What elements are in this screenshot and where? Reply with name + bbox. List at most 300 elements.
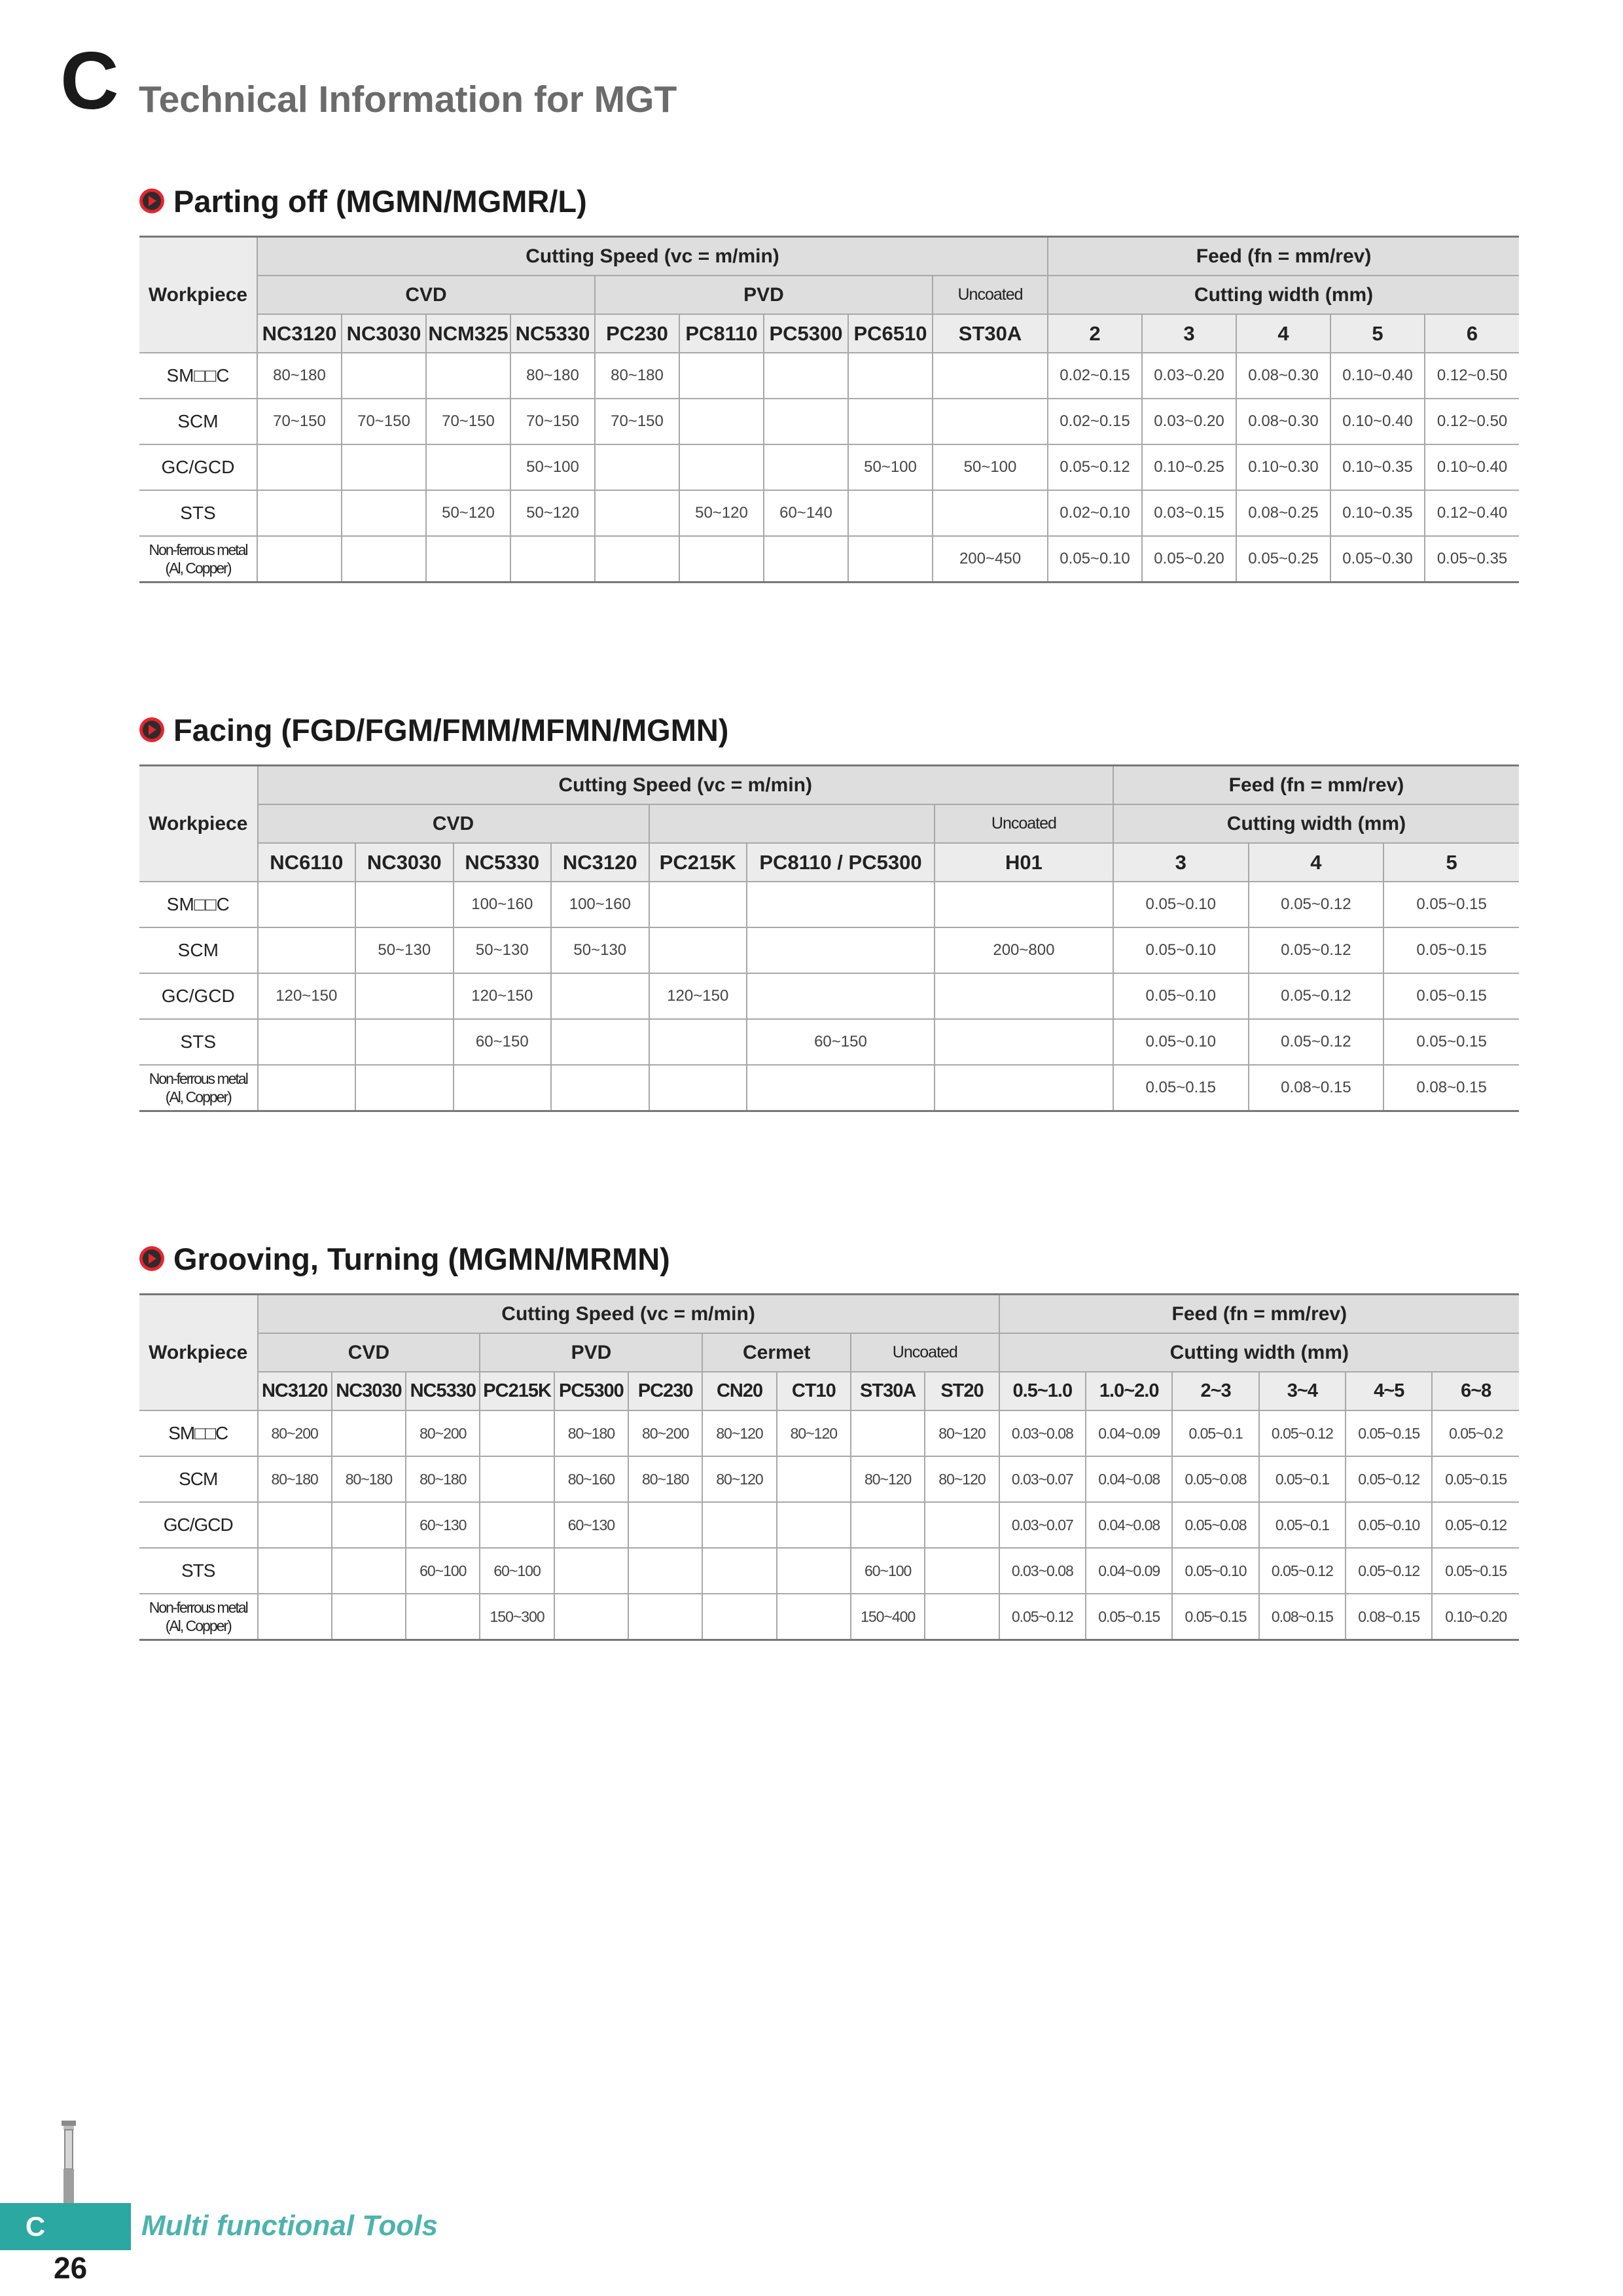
cutting-speed-cell [848,536,933,583]
cutting-speed-cell [595,444,679,490]
workpiece-cell: GC/GCD [139,1502,258,1548]
cutting-speed-cell [851,1502,925,1548]
feed-cell: 0.05~0.10 [1113,973,1249,1019]
grade-header: PC5300 [554,1372,628,1410]
cutting-speed-header: Cutting Speed (vc = m/min) [258,766,1113,805]
feed-cell: 0.05~0.08 [1172,1456,1258,1502]
feed-cell: 0.05~0.10 [1048,536,1142,583]
feed-cell: 0.05~0.20 [1142,536,1236,583]
cutting-speed-cell [628,1502,702,1548]
cutting-speed-cell [480,1410,554,1456]
cutting-speed-cell [342,444,426,490]
grade-header: CN20 [702,1372,776,1410]
cutting-speed-cell [595,490,679,536]
feed-cell: 0.12~0.50 [1425,353,1519,399]
feed-cell: 0.05~0.2 [1432,1410,1519,1456]
cutting-speed-cell: 50~100 [933,444,1048,490]
cutting-speed-cell: 60~100 [480,1548,554,1594]
footer-category-label: Multi functional Tools [141,2210,438,2242]
cutting-speed-cell: 60~100 [406,1548,480,1594]
table-row [139,1019,1519,1065]
cutting-speed-cell [258,1594,332,1640]
cutting-speed-cell [649,927,747,973]
cutting-speed-cell [332,1502,406,1548]
width-header: 3~4 [1259,1372,1346,1410]
feed-cell: 0.03~0.08 [999,1410,1086,1456]
feed-cell: 0.02~0.10 [1048,490,1142,536]
workpiece-cell: Non-ferrous metal (Al, Copper) [139,1594,258,1640]
cutting-speed-cell [848,353,933,399]
cutting-speed-cell [935,973,1113,1019]
cutting-speed-cell [355,882,453,927]
grade-header: NC5330 [406,1372,480,1410]
feed-cell: 0.05~0.12 [999,1594,1086,1640]
cutting-speed-cell [342,490,426,536]
feed-cell: 0.08~0.15 [1346,1594,1432,1640]
grooving-tool-icon [59,2119,80,2208]
feed-cell: 0.02~0.15 [1048,399,1142,444]
cutting-speed-cell [649,882,747,927]
cutting-speed-cell [702,1594,776,1640]
cutting-speed-cell [257,444,342,490]
workpiece-cell: SCM [139,1456,258,1502]
cutting-speed-cell: 80~180 [406,1456,480,1502]
feed-cell: 0.10~0.35 [1330,444,1425,490]
feed-header: Feed (fn = mm/rev) [1048,237,1519,276]
feed-cell: 0.12~0.40 [1425,490,1519,536]
feed-cell: 0.05~0.35 [1425,536,1519,583]
chapter-badge: C [0,2203,131,2250]
section-title-text: Parting off (MGMN/MGMR/L) [173,183,587,219]
cutting-speed-cell [510,536,595,583]
group-cvd: CVD [258,804,649,843]
cutting-speed-cell [342,353,426,399]
facing-table [139,764,1519,1112]
cutting-speed-cell [925,1548,999,1594]
grade-header: ST30A [851,1372,925,1410]
feed-cell: 0.05~0.10 [1113,882,1249,927]
table-row [139,490,1519,536]
feed-cell: 0.05~0.10 [1113,1019,1249,1065]
cutting-speed-cell [355,1019,453,1065]
cutting-speed-cell [777,1502,851,1548]
feed-cell: 0.05~0.25 [1236,536,1330,583]
cutting-speed-cell [747,882,935,927]
feed-header: Feed (fn = mm/rev) [1113,766,1519,805]
cutting-speed-cell [551,973,649,1019]
feed-cell: 0.05~0.12 [1259,1548,1346,1594]
table-row [139,1548,1519,1594]
section-title [139,708,1519,751]
table-row [139,882,1519,927]
grade-header: PC8110 [679,314,764,353]
cutting-speed-cell: 60~150 [747,1019,935,1065]
feed-cell: 0.08~0.30 [1236,399,1330,444]
section-facing [139,708,1519,1112]
section-title-text: Grooving, Turning (MGMN/MRMN) [173,1241,670,1276]
feed-cell: 0.10~0.30 [1236,444,1330,490]
cutting-speed-cell: 150~400 [851,1594,925,1640]
table-row [139,1456,1519,1502]
grade-header: NCM325 [426,314,510,353]
grade-header: NC6110 [258,843,355,882]
feed-cell: 0.08~0.15 [1249,1065,1384,1111]
feed-cell: 0.05~0.15 [1383,973,1519,1019]
cutting-speed-cell [426,536,510,583]
table-row [139,1502,1519,1548]
workpiece-cell: SM□□C [139,1410,258,1456]
cutting-speed-cell [406,1594,480,1640]
width-header: 2~3 [1172,1372,1258,1410]
cutting-speed-cell: 200~800 [935,927,1113,973]
cutting-speed-cell: 50~120 [426,490,510,536]
cutting-speed-cell [777,1456,851,1502]
cutting-speed-header: Cutting Speed (vc = m/min) [258,1295,999,1334]
grade-header: CT10 [777,1372,851,1410]
workpiece-header: Workpiece [139,237,257,353]
feed-cell: 0.02~0.15 [1048,353,1142,399]
workpiece-cell: STS [139,1019,258,1065]
cutting-speed-cell: 200~450 [933,536,1048,583]
grade-header: NC3120 [551,843,649,882]
feed-cell: 0.03~0.08 [999,1548,1086,1594]
cutting-speed-cell [933,490,1048,536]
cutting-speed-cell [480,1502,554,1548]
cutting-speed-cell [679,536,764,583]
section-grooving-turning [139,1237,1519,1641]
cutting-speed-cell [935,882,1113,927]
grade-header: PC215K [649,843,747,882]
cutting-speed-cell: 100~160 [454,882,551,927]
feed-cell: 0.04~0.08 [1086,1502,1172,1548]
cutting-speed-cell: 60~100 [851,1548,925,1594]
cutting-speed-cell [747,973,935,1019]
feed-cell: 0.05~0.15 [1346,1410,1432,1456]
feed-cell: 0.05~0.12 [1048,444,1142,490]
feed-cell: 0.12~0.50 [1425,399,1519,444]
cutting-speed-cell: 100~160 [551,882,649,927]
group-cvd: CVD [257,276,595,314]
cutting-speed-cell: 60~150 [454,1019,551,1065]
feed-cell: 0.05~0.15 [1432,1548,1519,1594]
feed-cell: 0.08~0.15 [1383,1065,1519,1111]
cutting-speed-cell: 80~180 [628,1456,702,1502]
cutting-speed-cell: 50~100 [510,444,595,490]
cutting-speed-cell [332,1410,406,1456]
width-header: 2 [1048,314,1142,353]
feed-cell: 0.05~0.08 [1172,1502,1258,1548]
cutting-speed-cell [426,353,510,399]
cutting-speed-cell: 120~150 [454,973,551,1019]
group-uncoated: Uncoated [935,804,1113,843]
bullet-arrow-icon [139,1246,164,1271]
cutting-speed-cell: 60~140 [764,490,848,536]
cutting-speed-cell: 50~120 [679,490,764,536]
cutting-speed-cell: 80~120 [702,1456,776,1502]
feed-cell: 0.05~0.12 [1249,973,1384,1019]
feed-cell: 0.10~0.25 [1142,444,1236,490]
feed-cell: 0.10~0.40 [1330,353,1425,399]
cutting-speed-cell [933,353,1048,399]
section-parting-off [139,179,1519,583]
cutting-speed-cell [764,444,848,490]
cutting-speed-cell: 70~150 [426,399,510,444]
bullet-arrow-icon [139,188,164,213]
cutting-speed-cell [764,353,848,399]
grade-header: PC230 [595,314,679,353]
table-row [139,353,1519,399]
feed-cell: 0.05~0.12 [1249,882,1384,927]
group-pvd: PVD [595,276,933,314]
cutting-speed-cell: 70~150 [510,399,595,444]
table-row [139,927,1519,973]
cutting-speed-cell: 70~150 [595,399,679,444]
cutting-speed-cell [679,399,764,444]
cutting-speed-cell [258,1502,332,1548]
table-row [139,973,1519,1019]
workpiece-cell: STS [139,1548,258,1594]
grade-header: PC6510 [848,314,933,353]
cutting-speed-cell [764,399,848,444]
feed-cell: 0.08~0.15 [1259,1594,1346,1640]
section-title [139,179,1519,223]
grade-header: PC230 [628,1372,702,1410]
width-header: 1.0~2.0 [1086,1372,1172,1410]
cutting-speed-cell: 80~120 [702,1410,776,1456]
cutting-speed-cell [628,1548,702,1594]
feed-cell: 0.08~0.30 [1236,353,1330,399]
feed-cell: 0.03~0.20 [1142,353,1236,399]
cutting-speed-cell [355,973,453,1019]
cutting-speed-cell [925,1502,999,1548]
grade-header: PC215K [480,1372,554,1410]
table-row [139,1410,1519,1456]
cutting-speed-header: Cutting Speed (vc = m/min) [257,237,1048,276]
cutting-speed-cell [935,1065,1113,1111]
table-row [139,444,1519,490]
feed-cell: 0.05~0.12 [1346,1456,1432,1502]
cutting-speed-cell: 50~120 [510,490,595,536]
feed-cell: 0.04~0.09 [1086,1548,1172,1594]
cutting-speed-cell: 80~180 [332,1456,406,1502]
cutting-speed-cell [679,444,764,490]
feed-cell: 0.10~0.40 [1330,399,1425,444]
cutting-speed-cell [257,490,342,536]
cutting-speed-cell [702,1548,776,1594]
width-header: 4 [1249,843,1384,882]
cutting-speed-cell [426,444,510,490]
grade-header: PC5300 [764,314,848,353]
cutting-speed-cell [649,1065,747,1111]
cutting-speed-cell: 80~120 [925,1410,999,1456]
feed-cell: 0.03~0.07 [999,1502,1086,1548]
group-uncoated: Uncoated [933,276,1048,314]
feed-cell: 0.10~0.40 [1425,444,1519,490]
cutting-width-header: Cutting width (mm) [1048,276,1519,314]
cutting-speed-cell: 80~180 [258,1456,332,1502]
cutting-speed-cell [480,1456,554,1502]
section-title [139,1237,1519,1280]
cutting-speed-cell [628,1594,702,1640]
cutting-speed-cell [777,1548,851,1594]
group-cvd: CVD [258,1333,480,1372]
cutting-speed-cell [848,399,933,444]
workpiece-cell: Non-ferrous metal (Al, Copper) [139,1065,258,1111]
group-cermet: Cermet [702,1333,851,1372]
width-header: 3 [1113,843,1249,882]
width-header: 6~8 [1432,1372,1519,1410]
workpiece-cell: SM□□C [139,353,257,399]
workpiece-cell: GC/GCD [139,973,258,1019]
cutting-speed-cell [848,490,933,536]
cutting-speed-cell [935,1019,1113,1065]
feed-header: Feed (fn = mm/rev) [999,1295,1519,1334]
workpiece-cell: SM□□C [139,882,258,927]
feed-cell: 0.05~0.15 [1383,1019,1519,1065]
cutting-speed-cell [679,353,764,399]
feed-cell: 0.05~0.10 [1346,1502,1432,1548]
cutting-speed-cell: 80~120 [851,1456,925,1502]
feed-cell: 0.05~0.12 [1346,1548,1432,1594]
feed-cell: 0.05~0.15 [1086,1594,1172,1640]
width-header: 4~5 [1346,1372,1432,1410]
cutting-speed-cell: 120~150 [649,973,747,1019]
feed-cell: 0.05~0.12 [1249,1019,1384,1065]
grade-header: ST30A [933,314,1048,353]
parting-off-table [139,236,1519,583]
cutting-speed-cell: 80~180 [510,353,595,399]
feed-cell: 0.05~0.10 [1172,1548,1258,1594]
cutting-speed-cell [551,1019,649,1065]
page-title: Technical Information for MGT [139,79,677,120]
feed-cell: 0.05~0.1 [1259,1456,1346,1502]
cutting-speed-cell [747,927,935,973]
page-number: 26 [54,2251,88,2285]
feed-cell: 0.04~0.08 [1086,1456,1172,1502]
cutting-speed-cell: 80~180 [257,353,342,399]
cutting-speed-cell: 50~100 [848,444,933,490]
feed-cell: 0.05~0.1 [1259,1502,1346,1548]
cutting-speed-cell [777,1594,851,1640]
feed-cell: 0.05~0.15 [1383,927,1519,973]
cutting-speed-cell [258,1019,355,1065]
feed-cell: 0.10~0.35 [1330,490,1425,536]
grade-header: H01 [935,843,1113,882]
width-header: 3 [1142,314,1236,353]
table-row [139,1594,1519,1640]
feed-cell: 0.05~0.30 [1330,536,1425,583]
grade-header: NC3030 [342,314,426,353]
table-row [139,536,1519,583]
grade-header: NC5330 [454,843,551,882]
cutting-speed-cell [554,1594,628,1640]
cutting-speed-cell [258,1065,355,1111]
feed-cell: 0.05~0.12 [1259,1410,1346,1456]
grade-header: NC3120 [258,1372,332,1410]
grade-header: PC8110 / PC5300 [747,843,935,882]
width-header: 4 [1236,314,1330,353]
width-header: 5 [1383,843,1519,882]
feed-cell: 0.10~0.20 [1432,1594,1519,1640]
cutting-speed-cell [933,399,1048,444]
feed-cell: 0.03~0.15 [1142,490,1236,536]
cutting-speed-cell: 80~200 [406,1410,480,1456]
cutting-speed-cell [454,1065,551,1111]
cutting-speed-cell: 70~150 [257,399,342,444]
grade-header: NC3030 [332,1372,406,1410]
chapter-letter: C [60,36,119,126]
grade-header: ST20 [925,1372,999,1410]
cutting-speed-cell: 80~120 [777,1410,851,1456]
cutting-speed-cell: 60~130 [406,1502,480,1548]
width-header: 5 [1330,314,1425,353]
cutting-speed-cell [851,1410,925,1456]
cutting-speed-cell: 80~120 [925,1456,999,1502]
group-blank [649,804,935,843]
cutting-speed-cell [258,927,355,973]
table-row [139,1065,1519,1111]
grade-header: NC5330 [510,314,595,353]
cutting-speed-cell: 80~180 [595,353,679,399]
cutting-speed-cell [554,1548,628,1594]
cutting-speed-cell: 150~300 [480,1594,554,1640]
feed-cell: 0.04~0.09 [1086,1410,1172,1456]
cutting-speed-cell [925,1594,999,1640]
cutting-speed-cell: 50~130 [454,927,551,973]
feed-cell: 0.05~0.15 [1383,882,1519,927]
grooving-turning-table [139,1293,1519,1641]
feed-cell: 0.05~0.1 [1172,1410,1258,1456]
workpiece-header: Workpiece [139,766,258,882]
cutting-speed-cell: 120~150 [258,973,355,1019]
cutting-speed-cell [342,536,426,583]
cutting-width-header: Cutting width (mm) [999,1333,1519,1372]
feed-cell: 0.05~0.15 [1432,1456,1519,1502]
feed-cell: 0.05~0.10 [1113,927,1249,973]
width-header: 0.5~1.0 [999,1372,1086,1410]
feed-cell: 0.05~0.15 [1172,1594,1258,1640]
cutting-speed-cell: 80~160 [554,1456,628,1502]
feed-cell: 0.05~0.12 [1249,927,1384,973]
workpiece-cell: STS [139,490,257,536]
workpiece-cell: SCM [139,399,257,444]
section-title-text: Facing (FGD/FGM/FMM/MFMN/MGMN) [173,712,729,747]
cutting-speed-cell [649,1019,747,1065]
cutting-speed-cell [258,1548,332,1594]
cutting-speed-cell: 50~130 [355,927,453,973]
workpiece-header: Workpiece [139,1295,258,1411]
cutting-speed-cell [332,1594,406,1640]
group-pvd: PVD [480,1333,702,1372]
workpiece-cell: SCM [139,927,258,973]
cutting-speed-cell [355,1065,453,1111]
cutting-speed-cell [257,536,342,583]
cutting-width-header: Cutting width (mm) [1113,804,1519,843]
feed-cell: 0.05~0.12 [1432,1502,1519,1548]
cutting-speed-cell [764,536,848,583]
cutting-speed-cell [702,1502,776,1548]
feed-cell: 0.05~0.15 [1113,1065,1249,1111]
grade-header: NC3120 [257,314,342,353]
table-row [139,399,1519,444]
grade-header: NC3030 [355,843,453,882]
cutting-speed-cell: 80~180 [554,1410,628,1456]
cutting-speed-cell [551,1065,649,1111]
bullet-arrow-icon [139,717,164,742]
cutting-speed-cell: 70~150 [342,399,426,444]
feed-cell: 0.08~0.25 [1236,490,1330,536]
cutting-speed-cell [258,882,355,927]
